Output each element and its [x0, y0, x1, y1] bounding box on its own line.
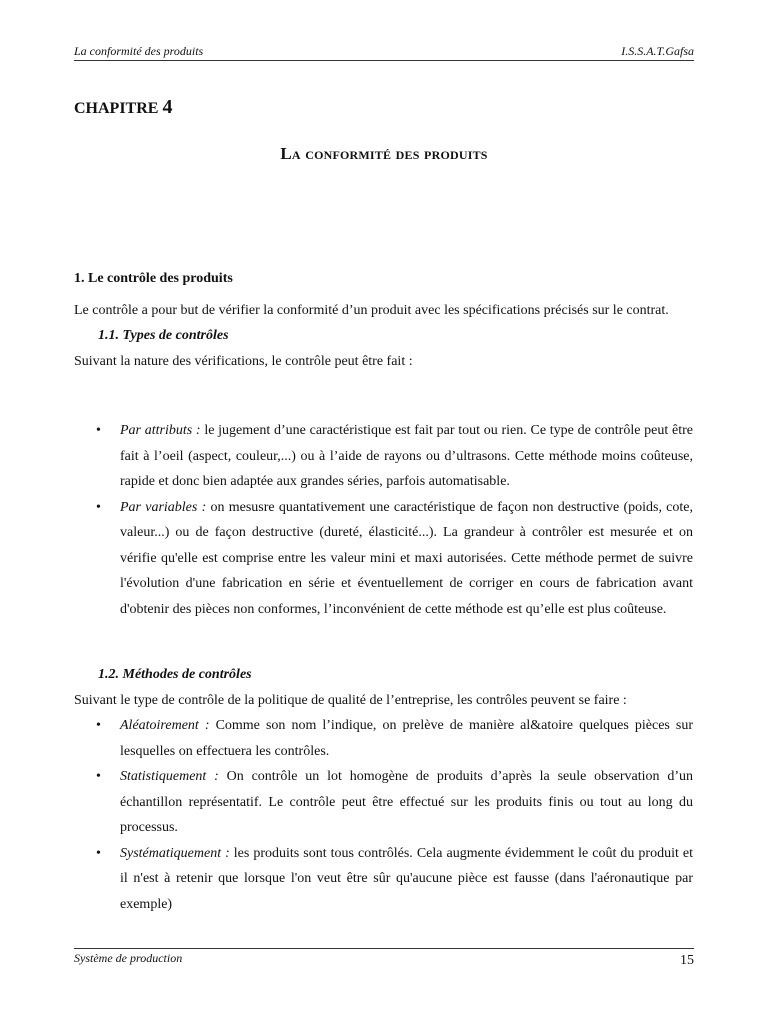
- list-item-term: Statistiquement :: [120, 769, 219, 784]
- header-left-text: La conformité des produits: [74, 44, 204, 58]
- bullet-icon: •: [96, 845, 101, 861]
- list-item-text: on mesusre quantativement une caractéristique de façon non destructive (poids, cote, valeur...) ou de façon destructive (dureté, élasticité...). La grandeur à contrôler est mesurée et on vérifie qu'elle est comprise entre les valeur mini et maxi autorisées. Cette méthode permet de suivre l'évolution d'une fabrication en série et éventuellement de corriger en cours de fabrication avant d'obtenir des pièces non conformes, l’inconvénient de cette méthode est qu’elle est plus coûteuse.: [120, 499, 693, 617]
- subsection-1-2-intro: Suivant le type de contrôle de la politique de qualité de l’entreprise, les contrôles peuvent se faire :: [74, 692, 627, 708]
- list-item-term: Par variables :: [120, 499, 207, 515]
- subsection-1-1-heading: 1.1. Types de contrôles: [98, 328, 229, 343]
- list-item-term: Par attributs :: [120, 423, 201, 438]
- subsection-1-2-heading: 1.2. Méthodes de contrôles: [98, 667, 252, 682]
- subsection-1-1-intro: Suivant la nature des vérifications, le contrôle peut être fait :: [74, 353, 413, 369]
- list-item-term: Systématiquement :: [120, 845, 230, 861]
- section-1-intro: Le contrôle a pour but de vérifier la conformité d’un produit avec les spécifications précisés sur le contrat.: [74, 302, 669, 318]
- bullet-icon: •: [96, 423, 101, 438]
- chapter-label: [74, 96, 172, 119]
- list-item: [74, 495, 693, 623]
- running-header: [74, 42, 694, 61]
- list-item: [74, 764, 693, 841]
- list-item-term: Aléatoirement :: [120, 718, 210, 733]
- subsection-1-2: [74, 662, 693, 917]
- list-item-text: le jugement d’une caractéristique est fait par tout ou rien. Ce type de contrôle peut être fait à l’oeil (aspect, couleur,...) ou à l’aide de rayons ou d’ultrasons. Cette méthode moins coûteuse, rapide et donc bien adaptée aux grandes séries, parfois automatisable.: [120, 423, 693, 489]
- list-item: [74, 713, 693, 764]
- footer-left-text: Système de production: [74, 951, 183, 965]
- list-item-text: les produits sont tous contrôlés. Cela augmente évidemment le coût du produit et il n'est à retenir que lorsque l'on veut être sûr qu'aucune pièce est fausse (dans l'aéronautique par exemple): [120, 845, 693, 912]
- list-item: [74, 418, 693, 495]
- bullet-icon: •: [96, 718, 101, 733]
- bullet-icon: •: [96, 499, 101, 515]
- bullet-icon: •: [96, 769, 101, 784]
- chapter-label-text: CHAPITRE: [74, 100, 159, 117]
- section-1: [74, 266, 693, 374]
- list-item: [74, 841, 693, 918]
- header-right-text: I.S.S.A.T.Gafsa: [621, 44, 694, 58]
- list-item-text: On contrôle un lot homogène de produits d’après la seule observation d’un échantillon représentatif. Le contrôle peut être effectué sur les produits finis ou tout au long du processus.: [120, 769, 693, 835]
- page-number: 15: [680, 953, 694, 968]
- running-footer: [74, 948, 694, 971]
- list-item-text: Comme son nom l’indique, on prelève de manière al&atoire quelques pièces sur lesquelles on effectuera les contrôles.: [120, 718, 694, 759]
- chapter-number: 4: [162, 96, 173, 118]
- section-1-heading: 1. Le contrôle des produits: [74, 271, 233, 286]
- chapter-title: La conformité des produits: [280, 144, 488, 163]
- subsection-1-1-list: [74, 418, 693, 622]
